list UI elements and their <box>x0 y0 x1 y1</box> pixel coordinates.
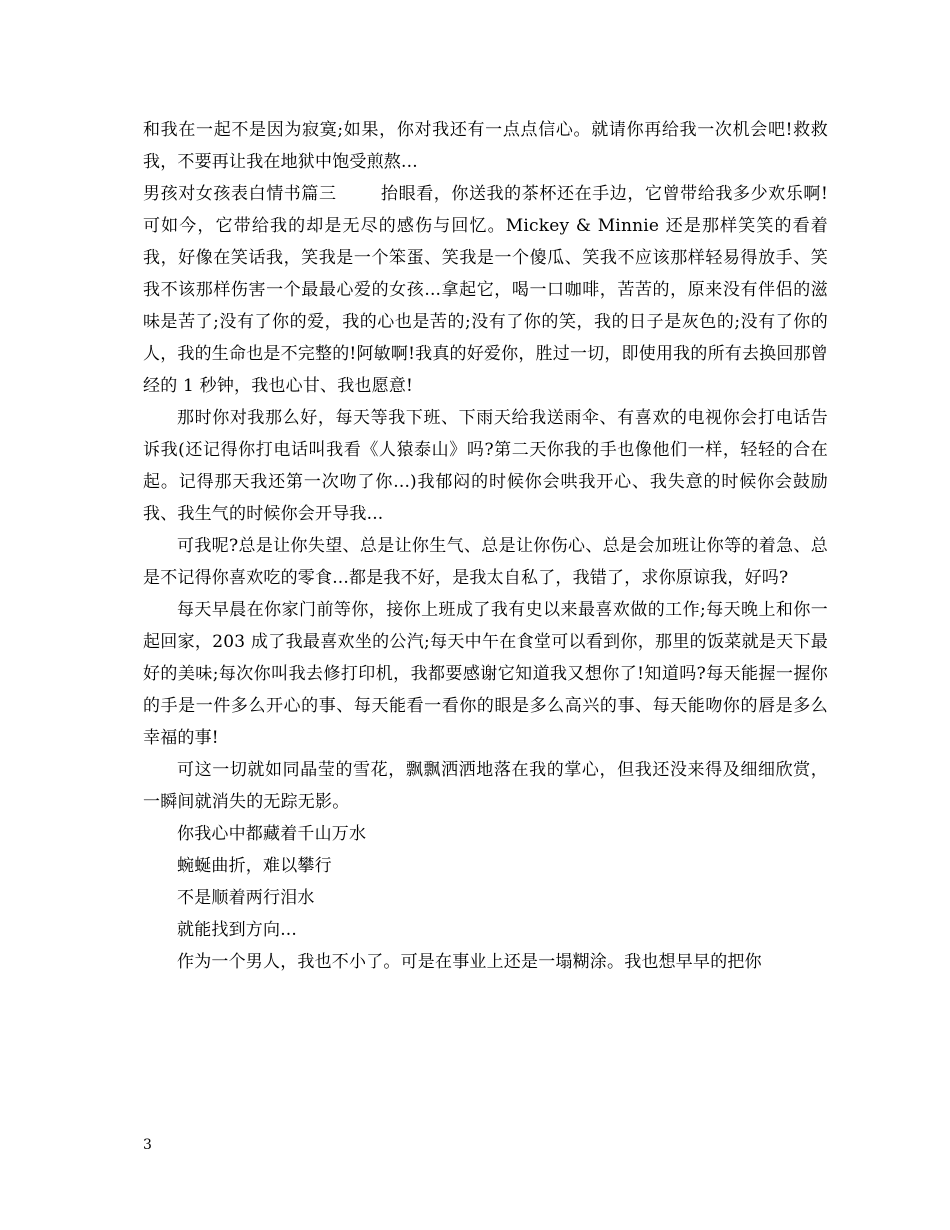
paragraph-2-text: 抬眼看，你送我的茶杯还在手边，它曾带给我多少欢乐啊!可如今，它带给我的却是无尽的感伤与回忆。Mickey & Minnie 还是那样笑笑的看着我，好像在笑话我，笑我是一个笨蛋、笑我是一个傻瓜、笑我不应该那样轻易得放手、笑我不该那样伤害一个最最心爱的女孩...拿起它，喝一口咖啡，苦苦的，原来没有伴侣的滋味是苦了;没有了你的爱，我的心也是苦的;没有了你的笑，我的日子是灰色的;没有了你的人，我的生命也是不完整的!阿敏啊!我真的好爱你，胜过一切，即使用我的所有去换回那曾经的 1 秒钟，我也心甘、我也愿意! <box>143 184 828 396</box>
paragraph-6: 可这一切就如同晶莹的雪花，飘飘洒洒地落在我的掌心，但我还没来得及细细欣赏，一瞬间就消失的无踪无影。 <box>143 760 828 812</box>
paragraph-5: 每天早晨在你家门前等你，接你上班成了我有史以来最喜欢做的工作;每天晚上和你一起回家，203 成了我最喜欢坐的公汽;每天中午在食堂可以看到你，那里的饭菜就是天下最好的美味;每次你叫我去修打印机，我都要感谢它知道我又想你了!知道吗?每天能握一握你的手是一件多么开心的事、每天能看一看你的眼是多么高兴的事、每天能吻你的唇是多么幸福的事! <box>143 600 828 748</box>
paragraph-3: 那时你对我那么好，每天等我下班、下雨天给我送雨伞、有喜欢的电视你会打电话告诉我(还记得你打电话叫我看《人猿泰山》吗?第二天你我的手也像他们一样，轻轻的合在起。记得那天我还第一次吻了你...)我郁闷的时候你会哄我开心、我失意的时候你会鼓励我、我生气的时候你会开导我... <box>143 408 828 524</box>
paragraph-2 <box>143 178 828 402</box>
page-number: 3 <box>143 1137 152 1153</box>
paragraph-7: 作为一个男人，我也不小了。可是在事业上还是一塌糊涂。我也想早早的把你 <box>177 952 762 972</box>
section-heading: 男孩对女孩表白情书篇三 <box>143 184 337 204</box>
paragraph-1: 和我在一起不是因为寂寞;如果，你对我还有一点点信心。就请你再给我一次机会吧!救救我，不要再让我在地狱中饱受煎熬... <box>143 120 828 172</box>
verse-line-2: 蜿蜒曲折，难以攀行 <box>177 856 332 876</box>
document-body <box>143 114 828 978</box>
verse-line-1: 你我心中都藏着千山万水 <box>177 824 367 844</box>
paragraph-4: 可我呢?总是让你失望、总是让你生气、总是让你伤心、总是会加班让你等的着急、总是不记得你喜欢吃的零食...都是我不好，是我太自私了，我错了，求你原谅我，好吗? <box>143 536 828 588</box>
verse-line-4: 就能找到方向... <box>177 920 298 940</box>
verse-line-3: 不是顺着两行泪水 <box>177 888 315 908</box>
